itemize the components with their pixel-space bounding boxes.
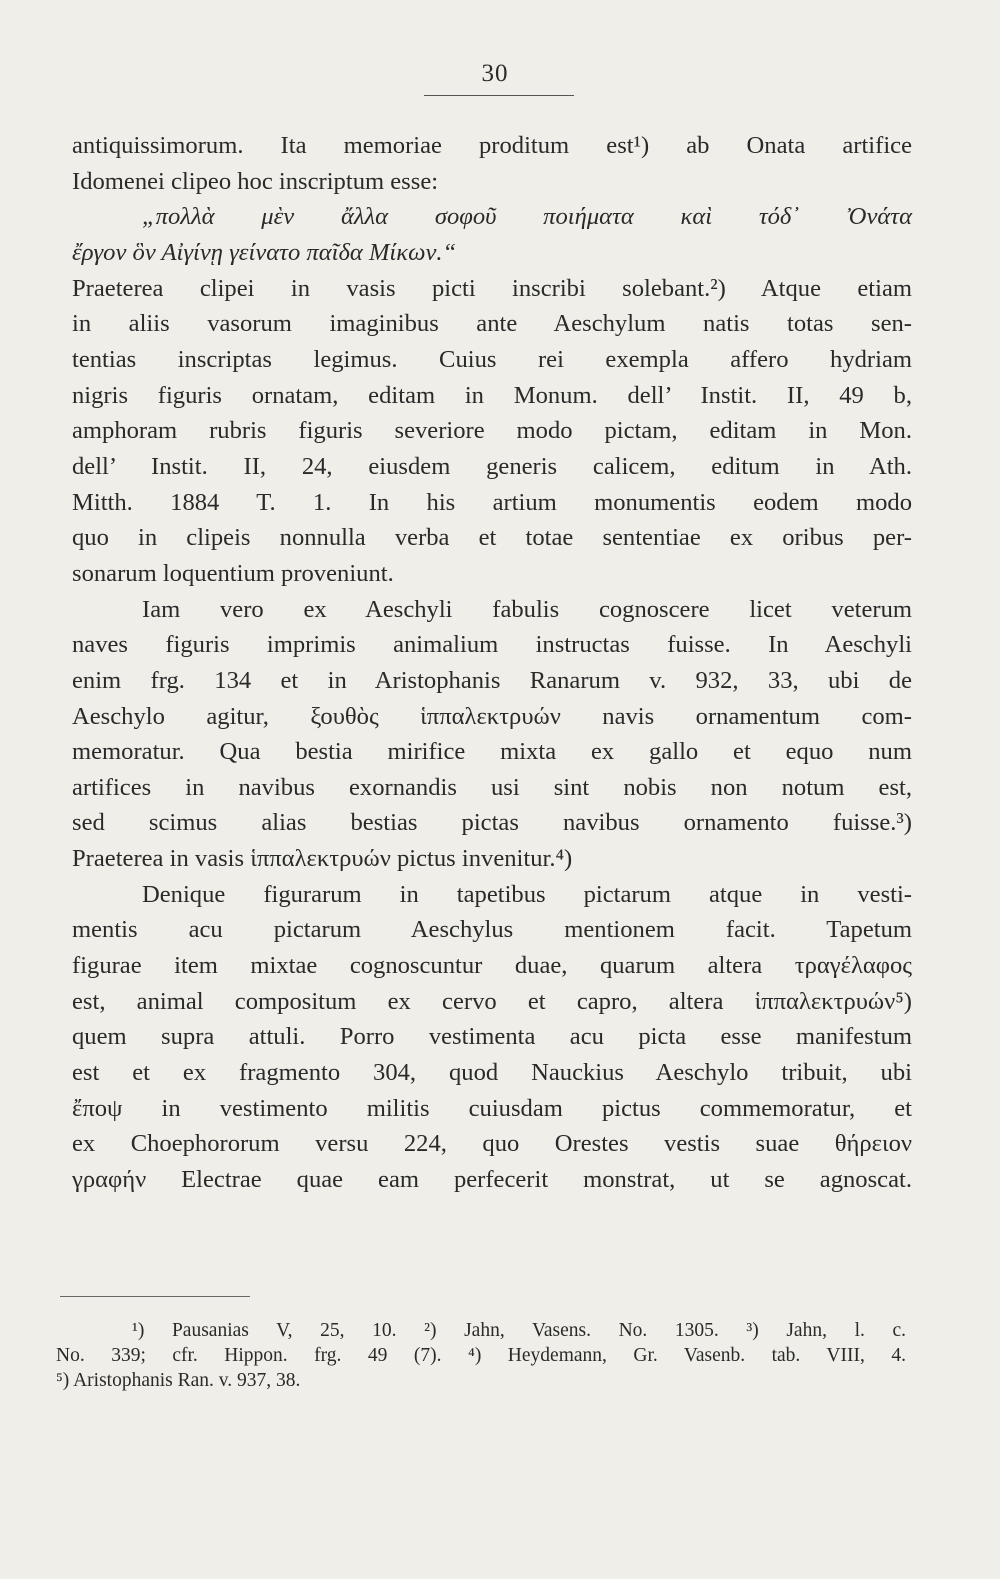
text-line: Aeschylo agitur, ξουθὸς ἱππαλεκτρυών navis ornamentum com- xyxy=(72,702,912,730)
text-line: mentis acu pictarum Aeschylus mentionem facit. Tapetum xyxy=(72,916,912,944)
footnote-line: ¹) Pausanias V, 25, 10. ²) Jahn, Vasens. No. 1305. ³) Jahn, l. c. xyxy=(132,1320,906,1341)
text-line: artifices in navibus exornandis usi sint nobis non notum est, xyxy=(72,773,912,801)
footnote-rule xyxy=(60,1296,250,1297)
text-line: dell’ Instit. II, 24, eiusdem generis calicem, editum in Ath. xyxy=(72,452,912,480)
text-line: quem supra attuli. Porro vestimenta acu picta esse manifestum xyxy=(72,1023,912,1051)
text-line: γραφήν Electrae quae eam perfecerit monstrat, ut se agnoscat. xyxy=(72,1166,912,1194)
text-line: Praeterea clipei in vasis picti inscribi solebant.²) Atque etiam xyxy=(72,274,912,302)
page-number: 30 xyxy=(481,60,509,87)
body-text xyxy=(72,128,912,1198)
text-line: Mitth. 1884 T. 1. In his artium monumentis eodem modo xyxy=(72,488,912,516)
text-line: sed scimus alias bestias pictas navibus ornamento fuisse.³) xyxy=(72,809,912,837)
text-line: tentias inscriptas legimus. Cuius rei exempla affero hydriam xyxy=(72,345,912,373)
text-line: est et ex fragmento 304, quod Nauckius Aeschylo tribuit, ubi xyxy=(72,1059,912,1087)
page-number-rule xyxy=(424,95,574,96)
text-line: enim frg. 134 et in Aristophanis Ranarum v. 932, 33, ubi de xyxy=(72,666,912,694)
footnote-line: No. 339; cfr. Hippon. frg. 49 (7). ⁴) Heydemann, Gr. Vasenb. tab. VIII, 4. xyxy=(56,1345,906,1366)
text-line: in aliis vasorum imaginibus ante Aeschylum natis totas sen- xyxy=(72,310,912,338)
verse-line: „πολλὰ μὲν ἄλλα σοφοῦ ποιήματα καὶ τόδ᾿ Ὀνάτα xyxy=(142,203,912,231)
text-line: sonarum loquentium proveniunt. xyxy=(72,559,394,587)
text-line: amphoram rubris figuris severiore modo pictam, editam in Mon. xyxy=(72,417,912,445)
text-line: ex Choephororum versu 224, quo Orestes vestis suae θήρειον xyxy=(72,1130,912,1158)
paragraph-start-line: Denique figurarum in tapetibus pictarum atque in vesti- xyxy=(142,880,912,908)
text-line: ἔποψ in vestimento militis cuiusdam pictus commemoratur, et xyxy=(72,1094,912,1122)
text-line: figurae item mixtae cognoscuntur duae, quarum altera τραγέλαφος xyxy=(72,952,912,980)
text-line: Idomenei clipeo hoc inscriptum esse: xyxy=(72,167,439,195)
footnotes xyxy=(56,1318,906,1393)
footnote-line: ⁵) Aristophanis Ran. v. 937, 38. xyxy=(56,1370,301,1391)
text-line: Praeterea in vasis ἱππαλεκτρυών pictus invenitur.⁴) xyxy=(72,845,573,873)
text-line: nigris figuris ornatam, editam in Monum. dell’ Instit. II, 49 b, xyxy=(72,381,912,409)
text-line: naves figuris imprimis animalium instructas fuisse. In Aeschyli xyxy=(72,631,912,659)
paragraph-start-line: Iam vero ex Aeschyli fabulis cognoscere licet veterum xyxy=(142,595,912,623)
text-line: quo in clipeis nonnulla verba et totae sententiae ex oribus per- xyxy=(72,524,912,552)
text-line: memoratur. Qua bestia mirifice mixta ex gallo et equo num xyxy=(72,738,912,766)
verse-line: ἔργον ὃν Αἰγίνῃ γείνατο παῖδα Μίκων.“ xyxy=(72,238,457,266)
text-line: est, animal compositum ex cervo et capro, altera ἱππαλεκτρυών⁵) xyxy=(72,987,912,1015)
text-line: antiquissimorum. Ita memoriae proditum est¹) ab Onata artifice xyxy=(72,132,912,159)
